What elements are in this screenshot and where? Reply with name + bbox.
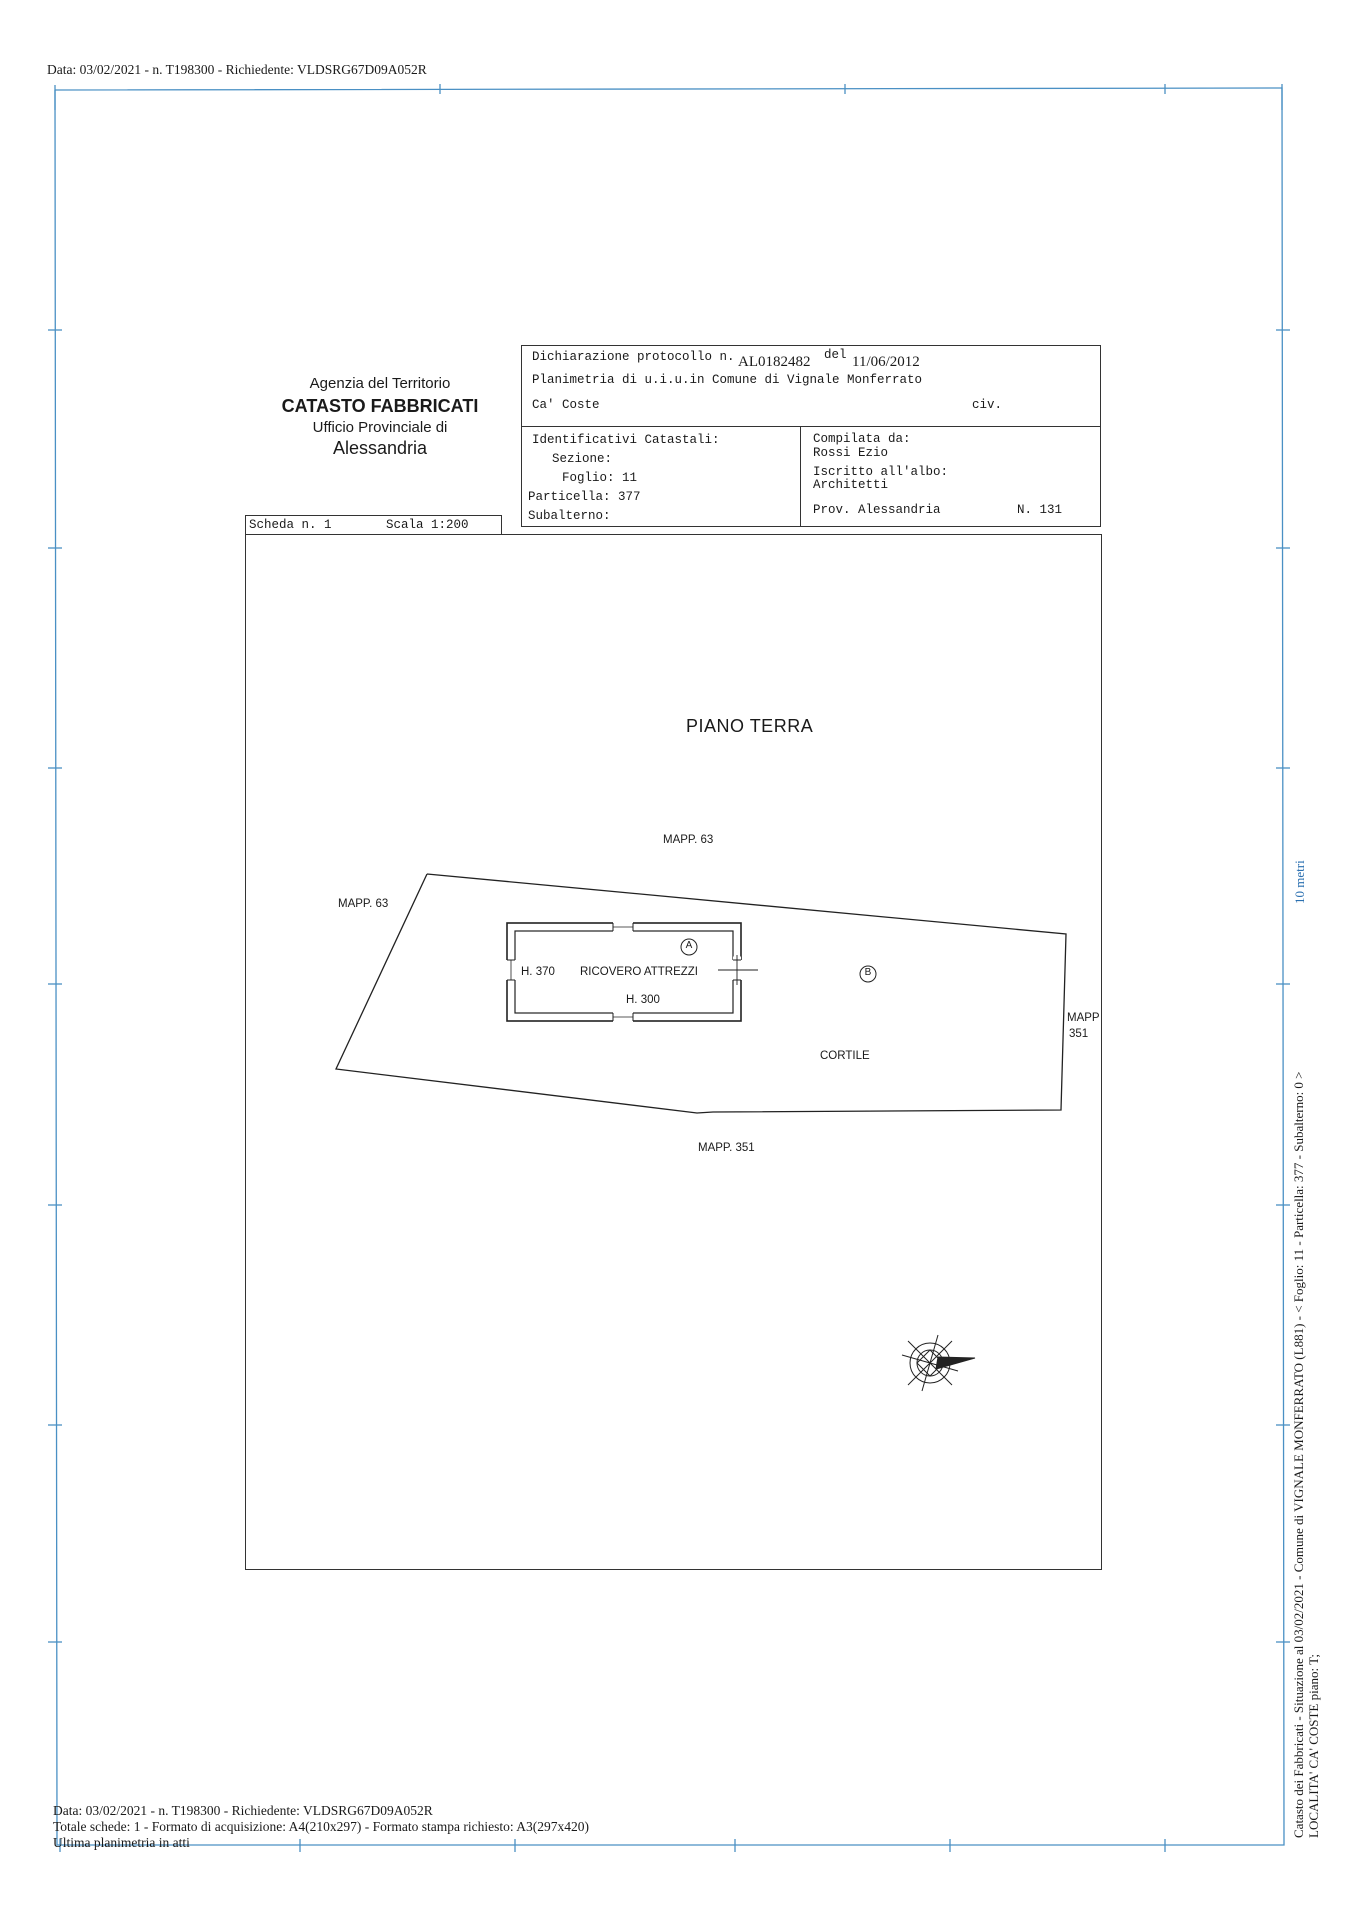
province-field: Prov. Alessandria [813, 503, 941, 517]
courtyard-label: CORTILE [820, 1050, 870, 1062]
north-arrow-icon [902, 1335, 975, 1391]
albo-value: Architetti [813, 478, 889, 492]
top-header: Data: 03/02/2021 - n. T198300 - Richiedente: VLDSRG67D09A052R [47, 62, 427, 77]
compiler-name: Rossi Ezio [813, 446, 889, 460]
footer [53, 1803, 589, 1851]
side-text-line2: LOCALITA' CA' COSTE piano: T; [1306, 1654, 1321, 1838]
room-height-left: H. 370 [521, 966, 555, 978]
room-name: RICOVERO ATTREZZI [580, 966, 698, 978]
agency-city: Alessandria [332, 438, 428, 458]
mapp-bottom-label: MAPP. 351 [698, 1142, 755, 1154]
marker-a-label: A [685, 940, 693, 951]
protocol-date: 11/06/2012 [852, 354, 920, 370]
scale-label: Scala 1:200 [386, 518, 469, 532]
protocol-del-label: del [824, 348, 847, 362]
address-line: Ca' Coste [532, 398, 600, 412]
footer-line2: Totale schede: 1 - Formato di acquisizione: A4(210x297) - Formato stampa richiesto: A3(297x420) [53, 1819, 589, 1834]
scale-note: 10 metri [1292, 860, 1307, 904]
mapp-top-label: MAPP. 63 [663, 834, 714, 846]
agency-office: Ufficio Provinciale di [312, 419, 448, 436]
mapp-left-label: MAPP. 63 [338, 898, 389, 910]
side-text-line1: Catasto dei Fabbricati - Situazione al 03/02/2021 - Comune di VIGNALE MONFERRATO (L881) - < Foglio: 11 - Particella: 377 - Subalterno: 0 > [1291, 1071, 1306, 1838]
footer-line3: Ultima planimetria in atti [53, 1835, 190, 1850]
identifiers-title: Identificativi Catastali: [532, 433, 720, 447]
courtyard-outline [336, 874, 1066, 1113]
compiler-label: Compilata da: [813, 432, 911, 446]
register-number: N. 131 [1017, 503, 1063, 517]
particella-field: Particella: 377 [528, 490, 641, 504]
albo-label: Iscritto all'albo: [813, 465, 949, 479]
subalterno-field: Subalterno: [528, 509, 611, 523]
planimetria-line: Planimetria di u.i.u.in Comune di Vignale Monferrato [532, 373, 923, 387]
protocol-label: Dichiarazione protocollo n. [532, 350, 735, 364]
sezione-field: Sezione: [552, 452, 613, 466]
civ-label: civ. [972, 398, 1003, 412]
floor-title: PIANO TERRA [686, 716, 814, 736]
protocol-number: AL0182482 [738, 354, 811, 370]
agency-name: Agenzia del Territorio [309, 375, 451, 392]
foglio-field: Foglio: 11 [562, 471, 638, 485]
footer-line1: Data: 03/02/2021 - n. T198300 - Richiedente: VLDSRG67D09A052R [53, 1803, 433, 1818]
mapp-right-label-1: MAPP [1067, 1012, 1100, 1024]
room-height-bottom: H. 300 [626, 994, 660, 1006]
agency-catasto: CATASTO FABBRICATI [281, 396, 479, 416]
scheda-number: Scheda n. 1 [249, 518, 332, 532]
marker-b-label: B [864, 967, 872, 978]
mapp-right-label-2: 351 [1069, 1028, 1089, 1040]
